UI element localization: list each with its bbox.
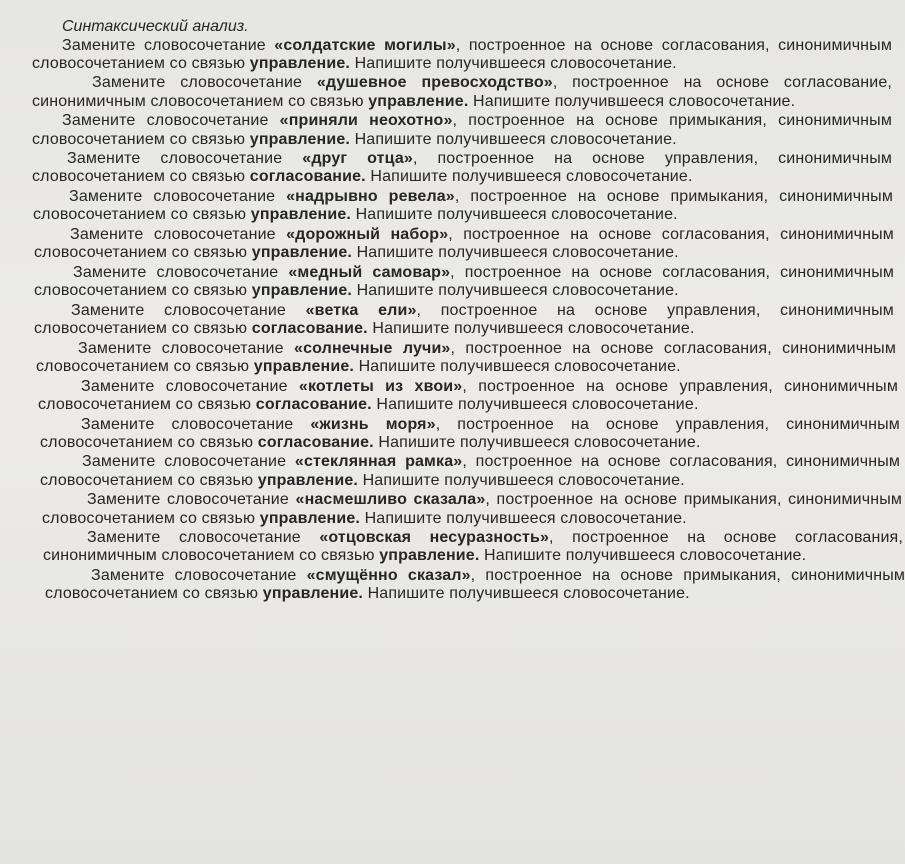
- task-target: управление.: [257, 471, 358, 489]
- task-synonym-text: синонимичным словосочетанием со связью: [32, 150, 892, 186]
- task-target: управление.: [368, 92, 469, 110]
- task-replace-text: Замените словосочетание: [70, 226, 276, 244]
- task-built-on-text: построенное на основе: [572, 74, 770, 92]
- task-write-text: Напишите получившееся словосочетание.: [362, 471, 685, 489]
- task-target: управление.: [251, 282, 352, 300]
- task-target: управление.: [262, 585, 363, 603]
- task-base: примыкания,: [670, 188, 769, 206]
- task-synonym-text: синонимичным словосочетанием со связью: [32, 36, 892, 72]
- task-phrase: «стеклянная рамка»: [294, 453, 463, 471]
- task-target: управление.: [379, 547, 480, 565]
- task-write-text: Напишите получившееся словосочетание.: [364, 509, 687, 527]
- task-replace-text: Замените словосочетание: [69, 188, 276, 206]
- task-replace-text: Замените словосочетание: [78, 339, 284, 357]
- task-replace-text: Замените словосочетание: [82, 453, 287, 471]
- task-built-on-text: построенное на основе: [485, 567, 674, 585]
- task-target: согласование.: [251, 320, 368, 338]
- task-base: управления,: [664, 150, 759, 168]
- task-item: Замените словосочетание «солнечные лучи», построенное на основе согласования, синонимичным словосочетанием со связью управление. Напишите получившееся словосочетание.: [36, 339, 896, 375]
- task-synonym-text: синонимичным словосочетанием со связью: [34, 226, 894, 262]
- task-synonym-text: синонимичным словосочетанием со связью: [34, 263, 894, 300]
- task-write-text: Напишите получившееся словосочетание.: [354, 130, 677, 148]
- task-write-text: Напишите получившееся словосочетание.: [355, 206, 678, 224]
- task-built-on-text: построенное на основе: [457, 415, 659, 433]
- task-replace-text: Замените словосочетание: [91, 567, 297, 585]
- task-synonym-text: синонимичным словосочетанием со связью: [32, 112, 892, 148]
- task-item: Замените словосочетание «душевное превосходство», построенное на основе согласование, синонимичным словосочетанием со связью управление. Напишите получившееся словосочетание.: [32, 74, 892, 110]
- document-page: [32, 18, 905, 864]
- task-built-on-text: построенное на основе: [440, 301, 648, 319]
- task-synonym-text: синонимичным словосочетанием со связью: [34, 301, 894, 338]
- task-built-on-text: построенное на основе: [470, 188, 660, 206]
- task-phrase: «насмешливо сказала»: [295, 491, 486, 509]
- task-item: Замените словосочетание «дорожный набор», построенное на основе согласования, синонимичным словосочетанием со связью управление. Напишите получившееся словосочетание.: [34, 226, 894, 262]
- task-write-text: Напишите получившееся словосочетание.: [473, 92, 796, 110]
- task-target: управление.: [249, 54, 350, 72]
- task-item: Замените словосочетание «медный самовар», построенное на основе согласования, синонимичным словосочетанием со связью управление. Напишите получившееся словосочетание.: [34, 263, 894, 300]
- task-target: управление.: [259, 509, 360, 527]
- task-synonym-text: синонимичным словосочетанием со связью: [33, 188, 893, 224]
- task-phrase: «котлеты из хвои»: [298, 377, 463, 395]
- task-built-on-text: построенное на основе: [572, 529, 777, 547]
- task-built-on-text: построенное на основе: [478, 377, 669, 395]
- task-item: Замените словосочетание «друг отца», построенное на основе управления, синонимичным словосочетанием со связью согласование. Напишите получившееся словосочетание.: [32, 150, 892, 186]
- task-replace-text: Замените словосочетание: [73, 263, 279, 281]
- task-write-text: Напишите получившееся словосочетание.: [484, 547, 807, 565]
- task-built-on-text: построенное на основе: [468, 36, 654, 54]
- task-replace-text: Замените словосочетание: [67, 150, 283, 168]
- task-item: Замените словосочетание «надрывно ревела», построенное на основе примыкания, синонимичным словосочетанием со связью управление. Напишите получившееся словосочетание.: [33, 188, 893, 224]
- task-base: согласование,: [783, 74, 892, 92]
- task-write-text: Напишите получившееся словосочетание.: [356, 244, 679, 262]
- task-item: Замените словосочетание «ветка ели», построенное на основе управления, синонимичным словосочетанием со связью согласование. Напишите получившееся словосочетание.: [34, 301, 894, 338]
- task-phrase: «солнечные лучи»: [294, 339, 451, 357]
- task-synonym-text: синонимичным словосочетанием со связью: [43, 547, 375, 565]
- task-phrase: «смущённо сказал»: [306, 567, 471, 585]
- task-built-on-text: построенное на основе: [496, 491, 678, 509]
- task-item: Замените словосочетание «солдатские могилы», построенное на основе согласования, синонимичным словосочетанием со связью управление. Напишите получившееся словосочетание.: [32, 36, 892, 72]
- task-item: Замените словосочетание «жизнь моря», построенное на основе управления, синонимичным словосочетанием со связью согласование. Напишите получившееся словосочетание.: [40, 415, 900, 451]
- task-base: согласования,: [661, 226, 770, 244]
- task-built-on-text: построенное на основе: [437, 150, 645, 168]
- task-base: согласования,: [662, 263, 771, 281]
- task-replace-text: Замените словосочетание: [92, 74, 303, 92]
- section-heading: Синтаксический анализ.: [62, 18, 249, 35]
- task-base: согласования,: [663, 339, 772, 357]
- task-item: Замените словосочетание «смущённо сказал», построенное на основе примыкания, синонимичным словосочетанием со связью управление. Напишите получившееся словосочетание.: [45, 567, 905, 603]
- task-phrase: «жизнь моря»: [310, 415, 436, 433]
- task-built-on-text: построенное на основе: [464, 263, 653, 281]
- task-base: управления,: [679, 377, 773, 395]
- task-built-on-text: построенное на основе: [465, 339, 654, 357]
- task-item: Замените словосочетание «отцовская несуразность», построенное на основе согласования, синонимичным словосочетанием со связью управление. Напишите получившееся словосочетание.: [43, 529, 903, 565]
- task-phrase: «отцовская несуразность»: [319, 529, 550, 547]
- task-write-text: Напишите получившееся словосочетание.: [370, 168, 693, 186]
- task-target: согласование.: [249, 168, 366, 186]
- task-replace-text: Замените словосочетание: [87, 529, 301, 547]
- task-synonym-text: синонимичным словосочетанием со связью: [38, 377, 898, 413]
- task-phrase: «медный самовар»: [288, 263, 451, 281]
- task-base: согласования,: [669, 453, 778, 471]
- task-phrase: «ветка ели»: [305, 301, 417, 319]
- task-write-text: Напишите получившееся словосочетание.: [367, 585, 690, 603]
- task-base: примыкания,: [683, 491, 782, 509]
- task-built-on-text: построенное на основе: [468, 112, 659, 130]
- task-synonym-text: синонимичным словосочетанием со связью: [40, 415, 900, 451]
- task-target: управление.: [253, 357, 354, 375]
- task-replace-text: Замените словосочетание: [87, 491, 289, 509]
- task-write-text: Напишите получившееся словосочетание.: [376, 395, 699, 413]
- task-base: согласования,: [661, 36, 770, 54]
- task-item: Замените словосочетание «котлеты из хвои», построенное на основе управления, синонимичным словосочетанием со связью согласование. Напишите получившееся словосочетание.: [38, 377, 898, 413]
- task-synonym-text: синонимичным словосочетанием со связью: [36, 339, 896, 375]
- task-write-text: Напишите получившееся словосочетание.: [378, 433, 701, 451]
- task-phrase: «солдатские могилы»: [274, 36, 456, 54]
- task-item: Замените словосочетание «стеклянная рамка», построенное на основе согласования, синонимичным словосочетанием со связью управление. Напишите получившееся словосочетание.: [40, 453, 900, 489]
- task-base: примыкания,: [683, 567, 782, 585]
- task-synonym-text: синонимичным словосочетанием со связью: [42, 491, 902, 527]
- task-replace-text: Замените словосочетание: [62, 112, 269, 130]
- task-built-on-text: построенное на основе: [475, 453, 661, 471]
- task-write-text: Напишите получившееся словосочетание.: [354, 54, 677, 72]
- task-target: управление.: [251, 244, 352, 262]
- task-synonym-text: синонимичным словосочетанием со связью: [45, 567, 905, 603]
- task-synonym-text: синонимичным словосочетанием со связью: [40, 453, 900, 489]
- task-replace-text: Замените словосочетание: [81, 377, 288, 395]
- task-write-text: Напишите получившееся словосочетание.: [356, 282, 679, 300]
- task-replace-text: Замените словосочетание: [71, 301, 286, 319]
- task-target: управление.: [249, 130, 350, 148]
- task-phrase: «друг отца»: [302, 150, 413, 168]
- task-replace-text: Замените словосочетание: [81, 415, 294, 433]
- task-phrase: «дорожный набор»: [286, 226, 449, 244]
- task-phrase: «приняли неохотно»: [279, 112, 453, 130]
- task-replace-text: Замените словосочетание: [62, 36, 266, 54]
- task-list: [32, 36, 905, 604]
- task-target: согласование.: [255, 395, 372, 413]
- task-item: Замените словосочетание «приняли неохотно», построенное на основе примыкания, синонимичным словосочетанием со связью управление. Напишите получившееся словосочетание.: [32, 112, 892, 148]
- task-target: согласование.: [257, 433, 374, 451]
- task-item: Замените словосочетание «насмешливо сказала», построенное на основе примыкания, синонимичным словосочетанием со связью управление. Напишите получившееся словосочетание.: [42, 491, 902, 527]
- task-write-text: Напишите получившееся словосочетание.: [358, 357, 681, 375]
- task-write-text: Напишите получившееся словосочетание.: [372, 320, 695, 338]
- task-base: управления,: [675, 415, 770, 433]
- task-synonym-text: синонимичным словосочетанием со связью: [32, 92, 364, 110]
- task-built-on-text: построенное на основе: [463, 226, 652, 244]
- task-target: управление.: [250, 206, 351, 224]
- task-base: согласования,: [795, 529, 903, 547]
- task-phrase: «надрывно ревела»: [286, 188, 455, 206]
- task-base: примыкания,: [669, 112, 767, 130]
- task-base: управления,: [667, 301, 761, 319]
- task-phrase: «душевное превосходство»: [316, 74, 553, 92]
